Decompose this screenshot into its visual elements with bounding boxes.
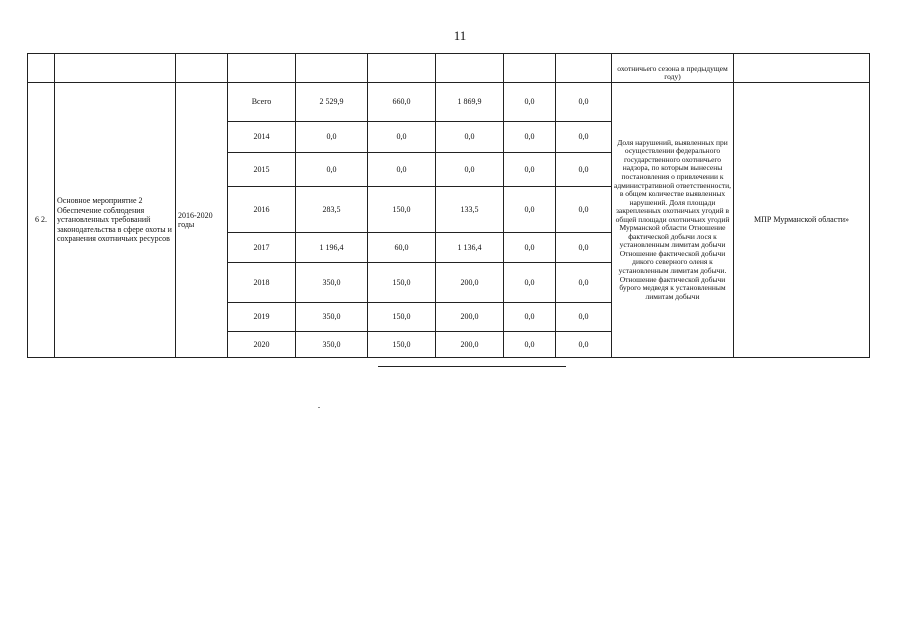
funding-cell: 0,0 bbox=[556, 187, 612, 233]
cont-cell bbox=[296, 54, 368, 83]
funding-cell: 200,0 bbox=[436, 303, 504, 332]
funding-cell: 0,0 bbox=[368, 153, 436, 187]
funding-cell: 0,0 bbox=[504, 187, 556, 233]
cont-cell bbox=[368, 54, 436, 83]
cont-cell bbox=[28, 54, 55, 83]
end-of-table-rule bbox=[378, 366, 566, 367]
indicators-text: Доля нарушений, выявленных при осуществлении федерального государственного охотничьего надзора, по которым вынесены постановления о привлечении к административной ответственности, в общем количестве выявленных нарушений. Доля площади закрепленных охотничьих угодий в общей площади охотничьих угодий Мурманской области Отношение фактической добычи лося к установленным лимитам добычи Отношение фактической добычи дикого северного оленя к установленным лимитам добычи. Отношение фактической добычи бурого медведя к установленным лимитам добычи bbox=[612, 83, 734, 358]
measure-name: Основное мероприятие 2 Обеспечение соблюдения установленных требований законодательства в сфере охоты и сохранения охотничьих ресурсов bbox=[55, 83, 176, 358]
year-cell: 2015 bbox=[228, 153, 296, 187]
program-table bbox=[27, 53, 870, 358]
funding-cell: 0,0 bbox=[556, 83, 612, 122]
funding-cell: 1 136,4 bbox=[436, 233, 504, 263]
year-cell: 2019 bbox=[228, 303, 296, 332]
year-row bbox=[28, 83, 870, 122]
total-cell: 283,5 bbox=[296, 187, 368, 233]
total-cell: 1 196,4 bbox=[296, 233, 368, 263]
funding-cell: 0,0 bbox=[504, 233, 556, 263]
year-cell: 2020 bbox=[228, 332, 296, 358]
year-cell: 2014 bbox=[228, 122, 296, 153]
cont-cell bbox=[176, 54, 228, 83]
funding-cell: 0,0 bbox=[504, 153, 556, 187]
cont-cell bbox=[504, 54, 556, 83]
funding-cell: 200,0 bbox=[436, 263, 504, 303]
continued-row bbox=[28, 54, 870, 83]
year-cell: 2016 bbox=[228, 187, 296, 233]
funding-cell: 150,0 bbox=[368, 263, 436, 303]
funding-cell: 133,5 bbox=[436, 187, 504, 233]
total-cell: 350,0 bbox=[296, 303, 368, 332]
cont-cell bbox=[436, 54, 504, 83]
total-cell: 350,0 bbox=[296, 332, 368, 358]
scan-speck bbox=[318, 407, 320, 408]
funding-cell: 0,0 bbox=[556, 303, 612, 332]
funding-cell: 150,0 bbox=[368, 332, 436, 358]
funding-cell: 0,0 bbox=[504, 83, 556, 122]
funding-cell: 0,0 bbox=[556, 233, 612, 263]
year-cell: Всего bbox=[228, 83, 296, 122]
funding-cell: 0,0 bbox=[436, 122, 504, 153]
funding-cell: 0,0 bbox=[436, 153, 504, 187]
funding-cell: 0,0 bbox=[556, 122, 612, 153]
funding-cell: 150,0 bbox=[368, 187, 436, 233]
cont-cell bbox=[55, 54, 176, 83]
total-cell: 0,0 bbox=[296, 122, 368, 153]
funding-cell: 0,0 bbox=[368, 122, 436, 153]
total-cell: 350,0 bbox=[296, 263, 368, 303]
funding-cell: 0,0 bbox=[504, 332, 556, 358]
funding-cell: 0,0 bbox=[504, 122, 556, 153]
cont-cell bbox=[556, 54, 612, 83]
funding-cell: 660,0 bbox=[368, 83, 436, 122]
cont-cell bbox=[228, 54, 296, 83]
cont-cell bbox=[734, 54, 870, 83]
funding-cell: 0,0 bbox=[556, 332, 612, 358]
funding-cell: 150,0 bbox=[368, 303, 436, 332]
total-cell: 0,0 bbox=[296, 153, 368, 187]
funding-cell: 60,0 bbox=[368, 233, 436, 263]
total-cell: 2 529,9 bbox=[296, 83, 368, 122]
funding-cell: 0,0 bbox=[556, 263, 612, 303]
executor: МПР Мурманской области» bbox=[734, 83, 870, 358]
year-cell: 2017 bbox=[228, 233, 296, 263]
continued-indicator-text: охотничьего сезона в предыдущем году) bbox=[612, 54, 734, 83]
funding-cell: 1 869,9 bbox=[436, 83, 504, 122]
funding-cell: 200,0 bbox=[436, 332, 504, 358]
funding-cell: 0,0 bbox=[504, 263, 556, 303]
page-number: 11 bbox=[453, 28, 467, 43]
row-number: 6 2. bbox=[28, 83, 55, 358]
funding-cell: 0,0 bbox=[556, 153, 612, 187]
year-cell: 2018 bbox=[228, 263, 296, 303]
funding-cell: 0,0 bbox=[504, 303, 556, 332]
implementation-period: 2016-2020 годы bbox=[176, 83, 228, 358]
